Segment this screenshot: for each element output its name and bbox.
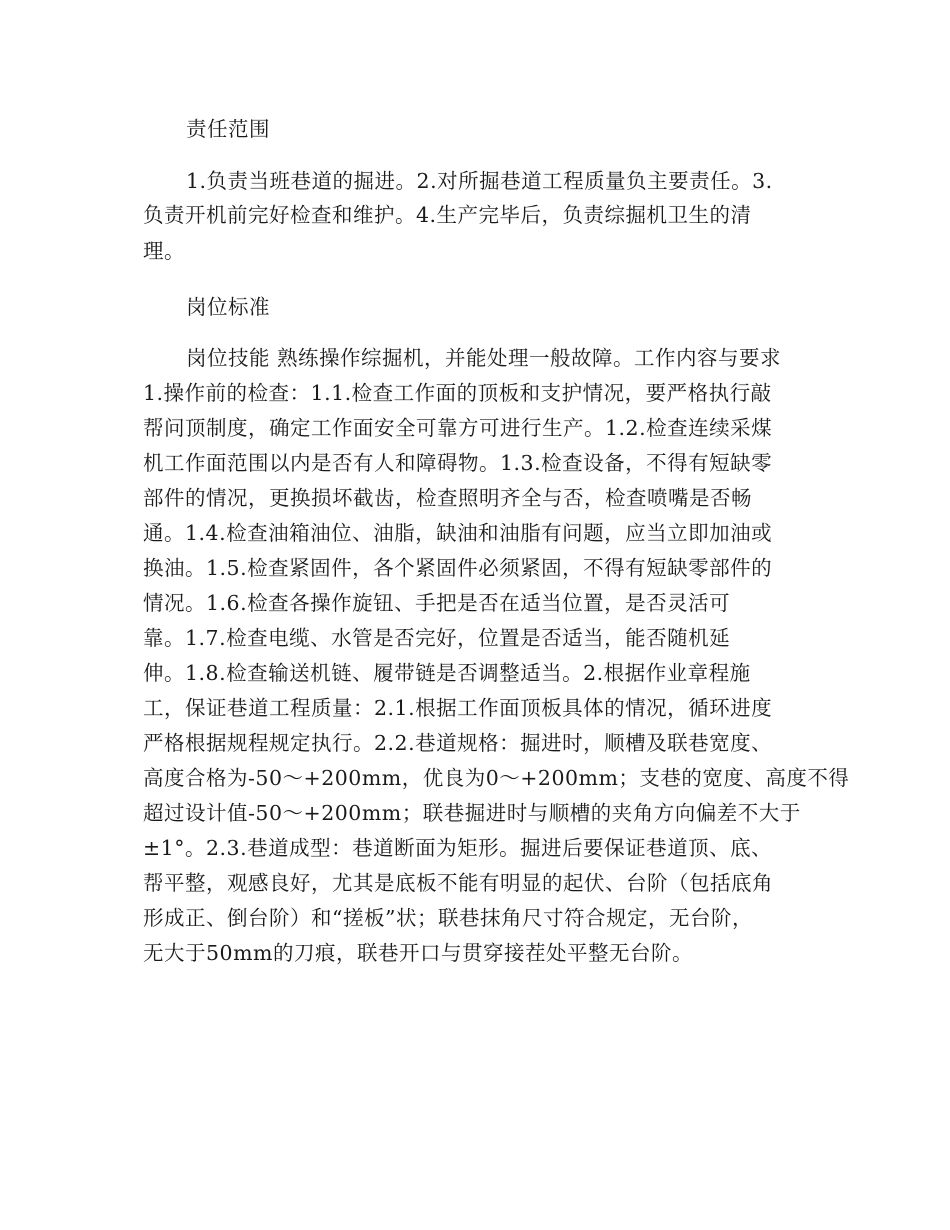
paragraph-line: 1.操作前的检查：1.1.检查工作面的顶板和支护情况，要严格执行敲 [143, 381, 772, 405]
paragraph-line: 帮问顶制度，确定工作面安全可靠方可进行生产。1.2.检查连续采煤 [143, 416, 773, 440]
paragraph-line: 机工作面范围以内是否有人和障碍物。1.3.检查设备，不得有短缺零 [143, 451, 773, 475]
paragraph-line: 严格根据规程规定执行。2.2.巷道规格：掘进时，顺槽及联巷宽度、 [143, 731, 773, 755]
paragraph-line: 伸。1.8.检查输送机链、履带链是否调整适当。2.根据作业章程施 [143, 661, 751, 685]
paragraph-line: 理。 [143, 239, 185, 263]
paragraph-line: 部件的情况，更换损坏截齿，检查照明齐全与否，检查喷嘴是否畅 [143, 486, 752, 510]
paragraph-line: 通。1.4.检查油箱油位、油脂，缺油和油脂有问题，应当立即加油或 [143, 521, 773, 545]
paragraph-line: 高度合格为-50～+200mm，优良为0～+200mm；支巷的宽度、高度不得 [143, 766, 850, 790]
heading-position-standard: 岗位标准 [186, 295, 270, 319]
paragraph-line: 情况。1.6.检查各操作旋钮、手把是否在适当位置，是否灵活可 [143, 591, 731, 615]
paragraph-line: 换油。1.5.检查紧固件，各个紧固件必须紧固，不得有短缺零部件的 [143, 556, 773, 580]
paragraph-line: 超过设计值-50～+200mm；联巷掘进时与顺槽的夹角方向偏差不大于 [143, 801, 801, 825]
paragraph-line [143, 973, 813, 1005]
paragraph-line: 1.负责当班巷道的掘进。2.对所掘巷道工程质量负主要责任。3. [186, 169, 773, 193]
paragraph-line: 无大于50mm的刀痕，联巷开口与贯穿接茬处平整无台阶。 [143, 941, 693, 965]
paragraph-line: 靠。1.7.检查电缆、水管是否完好，位置是否适当，能否随机延 [143, 626, 731, 650]
paragraph-line: 负责开机前完好检查和维护。4.生产完毕后，负责综掘机卫生的清 [143, 203, 752, 227]
paragraph-line: 岗位技能 熟练操作综掘机，并能处理一般故障。工作内容与要求 [186, 346, 782, 370]
paragraph-line: 工，保证巷道工程质量：2.1.根据工作面顶板具体的情况，循环进度 [143, 696, 773, 720]
paragraph-line: 帮平整，观感良好，尤其是底板不能有明显的起伏、台阶（包括底角 [143, 871, 773, 895]
paragraph-line: 形成正、倒台阶）和“搓板”状；联巷抹角尺寸符合规定，无台阶， [143, 906, 753, 930]
heading-responsibility-scope: 责任范围 [186, 117, 270, 141]
paragraph-line: ±1°。2.3.巷道成型：巷道断面为矩形。掘进后要保证巷道顶、底、 [143, 836, 773, 860]
